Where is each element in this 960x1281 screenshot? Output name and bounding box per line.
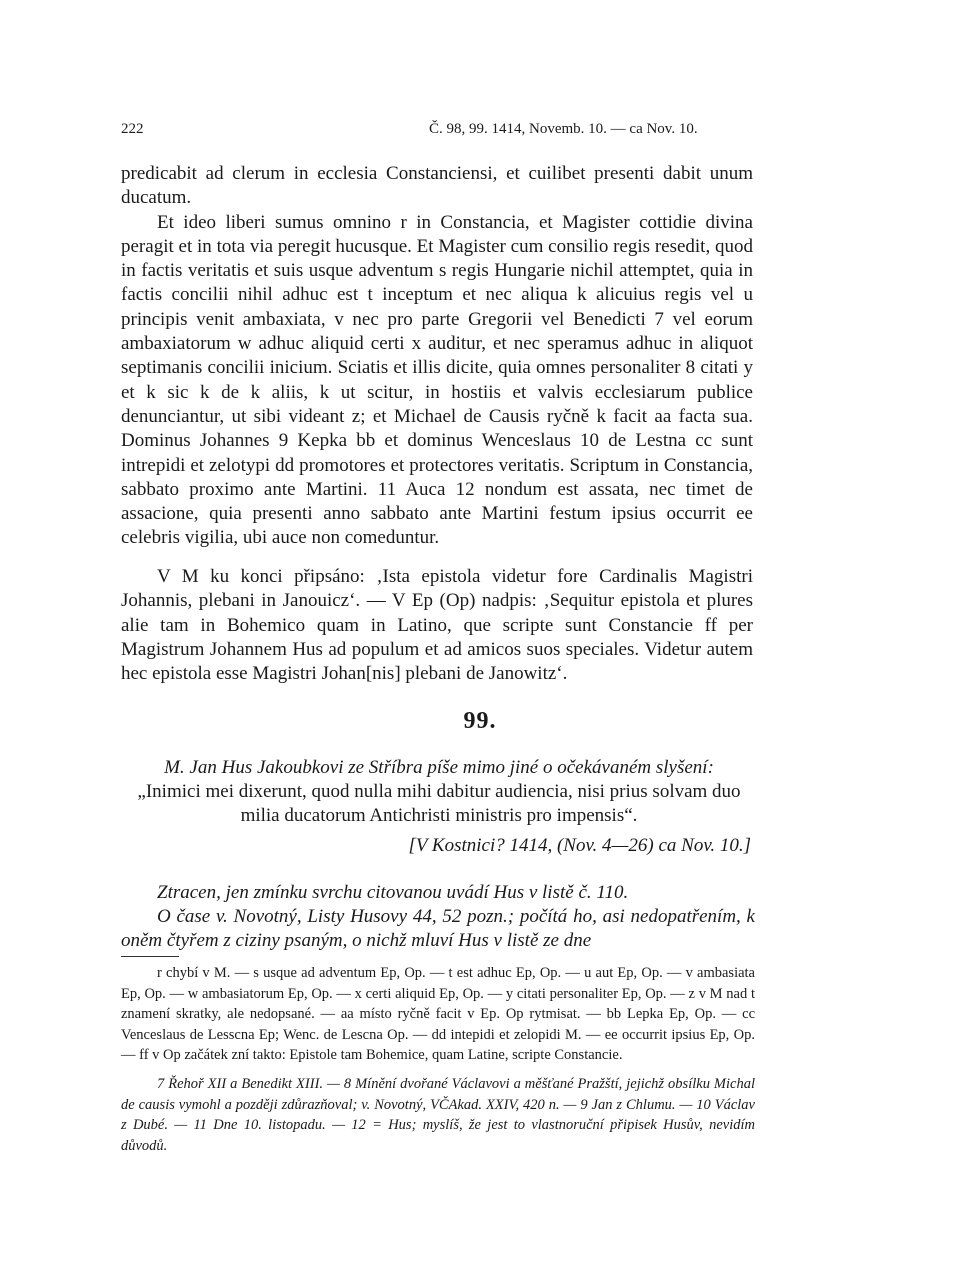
regest [121,756,757,828]
body-paragraph: predicabit ad clerum in ecclesia Constanciensi, et cuilibet presenti dabit unum ducatum. [121,163,753,209]
footnotes-text: 7 Řehoř XII a Benedikt XIII. — 8 Mínění dvořané Václavovi a měšťané Pražští, jejichž obsílku Michal de causis vymohl a později zdůrazňoval; v. Novotný, VČAkad. XXIV, 420 n. — 9 Jan z Chlumu. — 10 Václav z Dubé. — 11 Dne 10. listopadu. — 12 = Hus; myslíš, že jest to vlastnoruční připisek Husův, nevidím důvodů. [121,1076,755,1154]
commentary-paragraph: O čase v. Novotný, Listy Husovy 44, 52 pozn.; počítá ho, asi nedopatřením, k oněm čtyřem z ciziny psaným, o nichž mluví Hus v listě ze dne [121,905,755,951]
body-paragraph: Et ideo liberi sumus omnino r in Constancia, et Magister cottidie divina peragit et in tota via peregit hucusque. Et Magister cum consilio regis resedit, quod in factis veritatis et suis usque adventum s regis Hungarie nichil attemptet, quia in factis concilii nihil adhuc est t inceptum et nec aliqua k alicuius regis vel u principis venit ambaxiata, v nec pro parte Gregorii vel Benedicti 7 vel eorum ambaxiatorum w adhuc aliquid certi x auditur, et nec speramus adhuc in aliquot septimanis concilii inicium. Sciatis et illis dicite, quia omnes personaliter 8 citati y et k sic k de k aliis, k ut scitur, in hostiis et valvis ecclesiarum publice denunciantur, ut sibi videant z; et Michael de Causis ryčně k facit aa facta sua. Dominus Johannes 9 Kepka bb et dominus Wenceslaus 10 de Lestna cc sunt intrepidi et zelotypi dd promotores et protectores veritatis. Scriptum in Constancia, sabbato proximo ante Martini. 11 Auca 12 nondum est assata, nec timet de assacione, quia presenti anno sabbato ante Martini festum ipsius occurrit ee celebris vigilia, ubi auce non comeduntur. [121,211,753,549]
regest-lead: M. Jan Hus Jakoubkovi ze Stříbra píše mimo jiné o očekávaném slyšení: [164,757,714,778]
commentary [121,881,755,952]
page-number: 222 [121,121,144,137]
footnote-divider [121,956,179,957]
document-number: 99. [463,708,497,734]
critical-apparatus [121,963,755,1066]
footnotes [121,1074,755,1156]
editorial-note [121,565,753,686]
dating-line: [V Kostnici? 1414, (Nov. 4—26) ca Nov. 10.] [408,835,751,856]
note-paragraph: V M ku konci připsáno: ‚Ista epistola videtur fore Cardinalis Magistri Johannis, plebani in Janouicz‘. — V Ep (Op) nadpis: ‚Sequitur epistola et plures alie tam in Bohemico quam in Latino, que scripte sunt Constancie ff per Magistrum Johannem Hus ad populum et ad amicos suos speciales. Videtur autem hec epistola esse Magistri Johan[nis] plebani de Janowitz‘. [121,566,753,685]
letter-text [121,162,753,551]
apparatus-text: r chybí v M. — s usque ad adventum Ep, Op. — t est adhuc Ep, Op. — u aut Ep, Op. — v ambasiata Ep, Op. — w ambasiatorum Ep, Op. — x certi aliquid Ep, Op. — y citati personaliter Ep, Op. — z v M nad t znamení skratky, ale nedopsané. — aa místo ryčně facit v Ep. Op rytmisat. — bb Lepka Ep, Op. — cc Venceslaus de Lesscna Ep; Wenc. de Lescna Op. — dd intepidi et zelopidi M. — ee occurrit ipsius Ep, Op. — ff v Op začátek zní takto: Epistole tam Bohemice, quam Latine, scripte Constancie. [121,965,755,1063]
running-title: Č. 98, 99. 1414, Novemb. 10. — ca Nov. 10. [429,121,698,137]
regest-quote: „Inimici mei dixerunt, quod nulla mihi dabitur audiencia, nisi prius solvam duo milia ducatorum Antichristi ministris pro impensis“. [137,781,741,826]
commentary-paragraph: Ztracen, jen zmínku svrchu citovanou uvádí Hus v listě č. 110. [157,882,629,903]
